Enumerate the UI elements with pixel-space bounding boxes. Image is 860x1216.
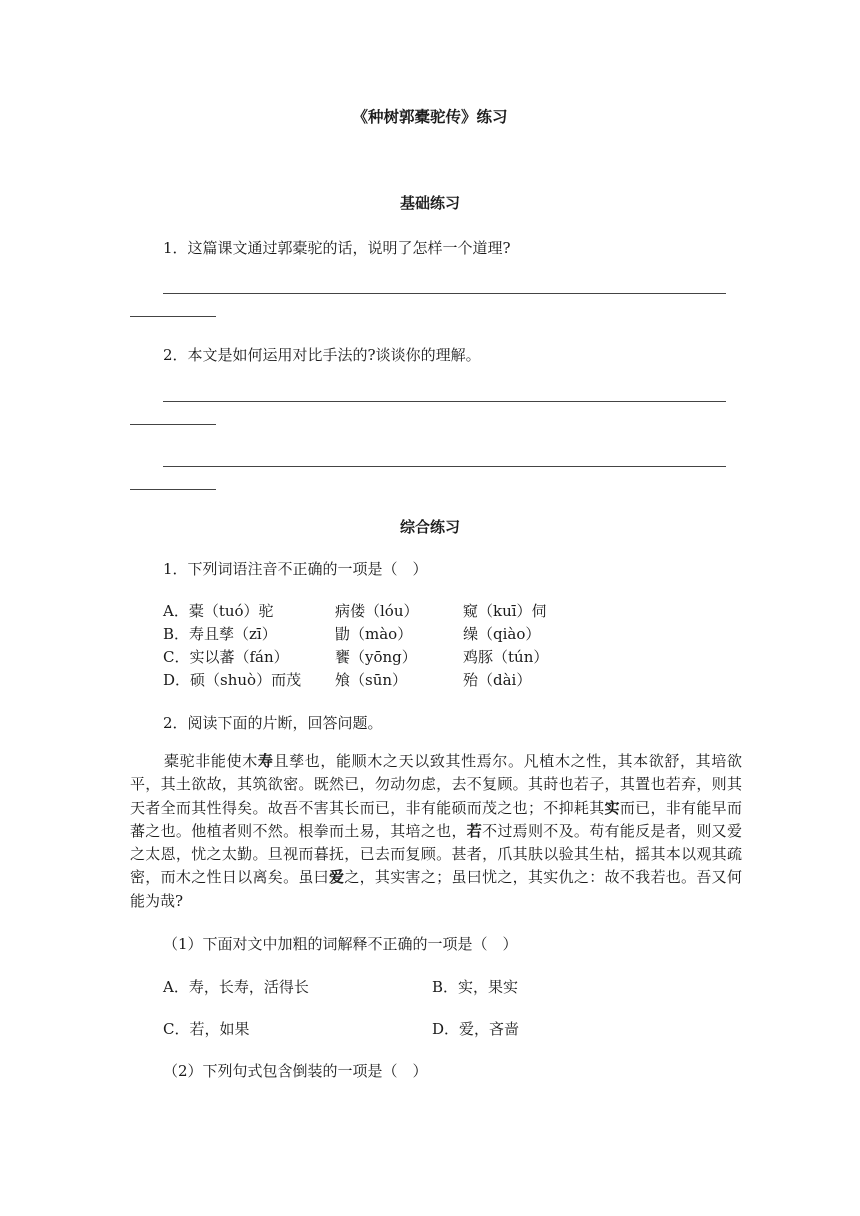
bold-word-shou: 寿: [257, 752, 274, 770]
sub1-option-b: B．实，果实: [432, 978, 519, 996]
passage-text: 不过焉则不及。苟有能反是者，则又爱之太恩，忧之太勤。旦视而暮抚，已去而复顾。甚者，爪其肤以验其生枯，摇其本以观其疏密，而木之性日以离矣。虽曰: [130, 821, 742, 887]
answer-line[interactable]: [163, 466, 726, 467]
sub1-option-d: D．爱，吝啬: [432, 1020, 520, 1038]
sub1-option-c: C．若，如果: [163, 1020, 250, 1038]
sub1-option-a: A．寿，长寿，活得长: [163, 978, 309, 996]
reading-passage: [130, 750, 742, 913]
passage-text: 橐驼非能使木: [164, 752, 258, 770]
option-c-col3: 鸡豚（tún）: [463, 648, 549, 666]
answer-line[interactable]: [163, 293, 726, 294]
option-a-col3: 窥（kuī）伺: [463, 602, 547, 620]
sub-question-2: （2）下列句式包含倒装的一项是（ ）: [163, 1062, 428, 1080]
option-a-col2: 病偻（lóu）: [335, 602, 419, 620]
answer-line[interactable]: [163, 401, 726, 402]
option-b-col2: 勖（mào）: [335, 625, 413, 643]
answer-line-continuation[interactable]: [130, 424, 216, 425]
section-heading-comprehensive: 综合练习: [399, 518, 460, 536]
option-a-col1: A．橐（tuó）驼: [163, 602, 274, 620]
bold-word-ruo: 若: [466, 821, 483, 840]
answer-line-continuation[interactable]: [130, 316, 216, 317]
sub-question-1: （1）下面对文中加粗的词解释不正确的一项是（ ）: [163, 935, 518, 953]
comp-question-2: 2．阅读下面的片断，回答问题。: [163, 714, 383, 732]
option-d-col3: 殆（dài）: [463, 671, 532, 689]
passage-text: 且孳也，能顺木之天以致其性焉尔。凡植木之性，其本欲舒，其培欲平，其土欲故，其筑欲密。既然已，勿动勿虑，去不复顾。其莳也若子，其置也若弃，则其天者全而其性得矣。故吾不害其长而已，非有能硕而茂之也；不抑耗其: [130, 752, 742, 817]
basic-question-1: 1．这篇课文通过郭橐驼的话，说明了怎样一个道理?: [163, 239, 511, 257]
option-d-col1: D．硕（shuò）而茂: [163, 671, 302, 689]
option-d-col2: 飧（sūn）: [335, 671, 408, 689]
section-heading-basic: 基础练习: [399, 194, 460, 212]
page-title: 《种树郭橐驼传》练习: [352, 107, 508, 126]
passage-text: 而已，非有能早而蕃之也。他植者则不然。根拳而土易，其培之也，: [130, 798, 742, 840]
comp-question-1: 1．下列词语注音不正确的一项是（ ）: [163, 560, 428, 578]
option-c-col1: C．实以蕃（fán）: [163, 648, 289, 666]
bold-word-ai: 爱: [329, 868, 345, 887]
option-b-col1: B．寿且孳（zī）: [163, 625, 277, 643]
bold-word-shi: 实: [604, 798, 620, 817]
option-c-col2: 饔（yōng）: [335, 648, 417, 666]
option-b-col3: 缲（qiào）: [463, 625, 541, 643]
answer-line-continuation[interactable]: [130, 489, 216, 490]
passage-text: 之，其实害之；虽曰忧之，其实仇之：故不我若也。吾又何能为哉?: [130, 868, 742, 910]
basic-question-2: 2．本文是如何运用对比手法的?谈谈你的理解。: [163, 346, 481, 364]
